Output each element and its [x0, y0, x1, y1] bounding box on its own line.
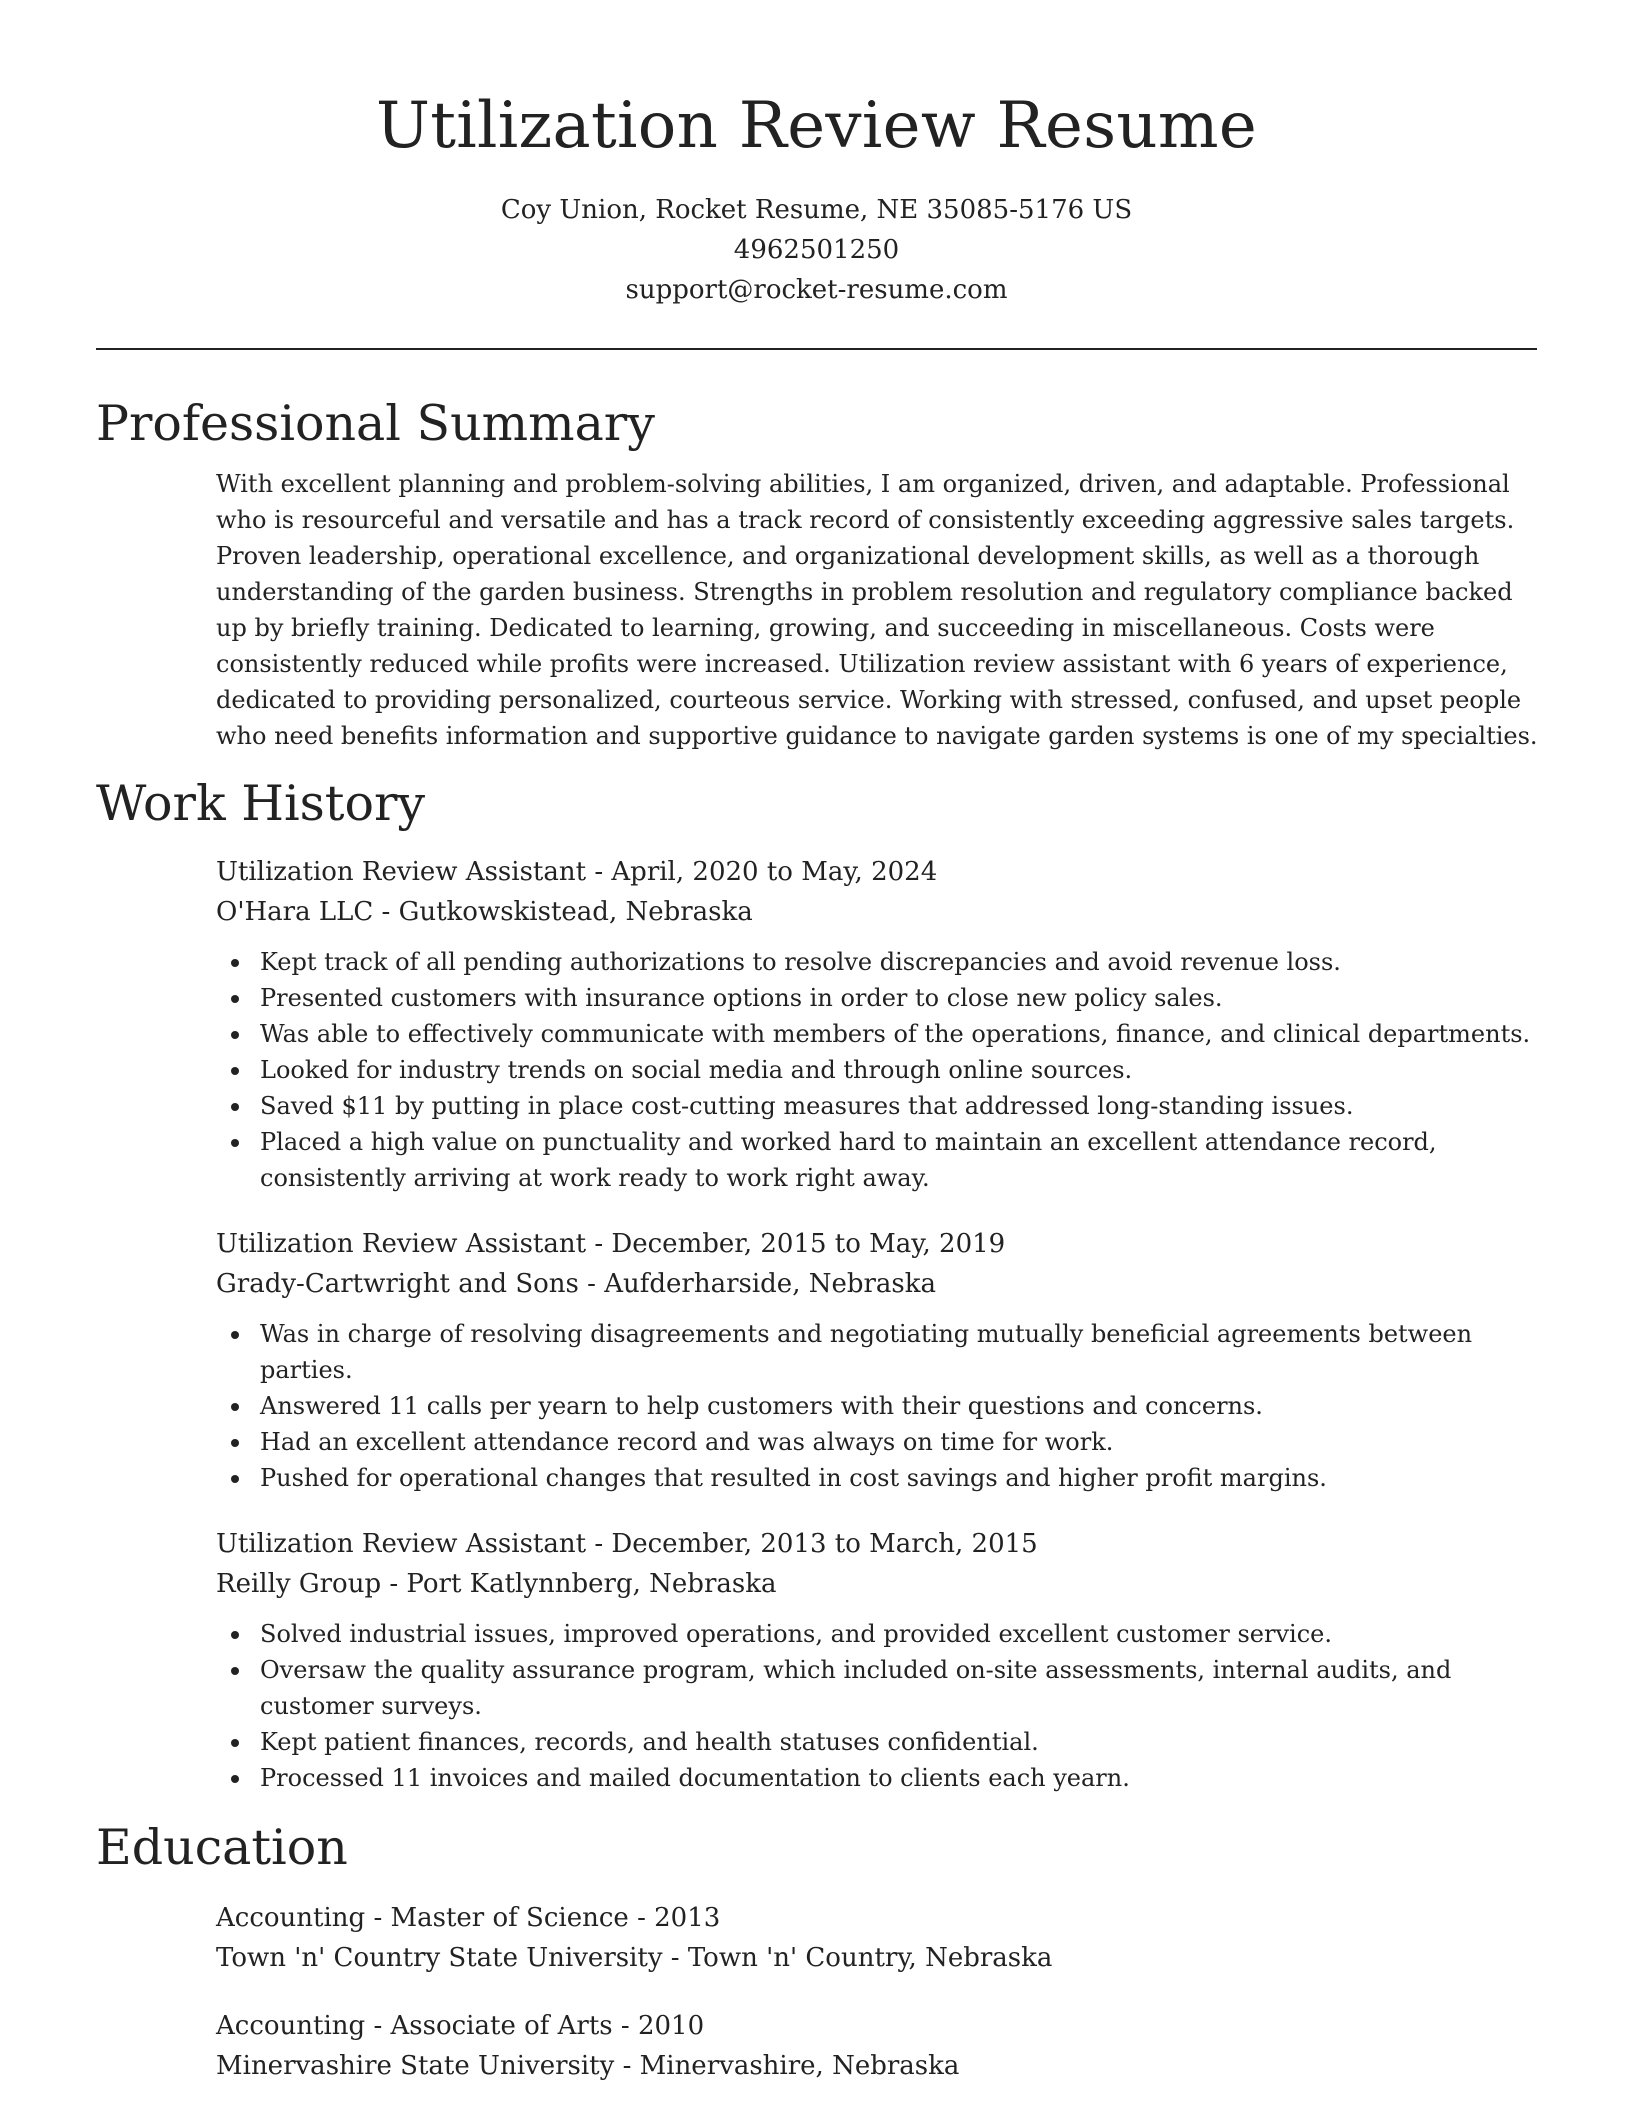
job-company: Grady-Cartwright and Sons [216, 1269, 579, 1299]
education-school-line [216, 1938, 1537, 1978]
education-entry [216, 2006, 1537, 2086]
section-title-work-history: Work History [96, 775, 426, 832]
contact-block [96, 190, 1537, 310]
job-bullet: Pushed for operational changes that resulted in cost savings and higher profit margins. [216, 1460, 1537, 1496]
job-entry [216, 1524, 1537, 1796]
job-company-line [216, 1264, 1537, 1304]
section-title-education: Education [96, 1819, 348, 1876]
education-school: Town 'n' Country State University [216, 1943, 663, 1973]
job-dates: - April, 2020 to May, 2024 [586, 857, 938, 887]
resume-title: Utilization Review Resume [375, 89, 1258, 163]
education-location: - Town 'n' Country, Nebraska [662, 1943, 1053, 1973]
job-bullet: Looked for industry trends on social media and through online sources. [216, 1052, 1537, 1088]
job-location: - Gutkowskistead, Nebraska [373, 897, 753, 927]
education-school: Minervashire State University [216, 2051, 615, 2081]
contact-phone: 4962501250 [733, 235, 900, 265]
job-bullet-list [216, 944, 1537, 1196]
resume-header [96, 0, 1537, 350]
job-entry [216, 852, 1537, 1196]
job-bullet: Processed 11 invoices and mailed documentation to clients each yearn. [216, 1760, 1537, 1796]
job-bullet-list [216, 1316, 1537, 1496]
job-company-line [216, 892, 1537, 932]
summary-block [216, 466, 1537, 754]
job-dates: - December, 2013 to March, 2015 [586, 1529, 1038, 1559]
job-bullet-list [216, 1616, 1537, 1796]
section-title-summary: Professional Summary [96, 395, 655, 452]
job-bullet: Oversaw the quality assurance program, which included on-site assessments, internal audits, and customer surveys. [216, 1652, 1537, 1724]
job-bullet: Placed a high value on punctuality and worked hard to maintain an excellent attendance record, consistently arriving at work ready to work right away. [216, 1124, 1537, 1196]
job-bullet: Kept patient finances, records, and health statuses confidential. [216, 1724, 1537, 1760]
job-bullet: Solved industrial issues, improved operations, and provided excellent customer service. [216, 1616, 1537, 1652]
education-degree-line: Accounting - Master of Science - 2013 [216, 1903, 721, 1933]
education-location: - Minervashire, Nebraska [614, 2051, 960, 2081]
job-dates: - December, 2015 to May, 2019 [586, 1229, 1006, 1259]
job-bullet: Was able to effectively communicate with members of the operations, finance, and clinical departments. [216, 1016, 1537, 1052]
job-location: - Port Katlynnberg, Nebraska [381, 1569, 777, 1599]
job-bullet: Saved $11 by putting in place cost-cutting measures that addressed long-standing issues. [216, 1088, 1537, 1124]
summary-text: With excellent planning and problem-solving abilities, I am organized, driven, and adaptable. Professional who is resourceful and versatile and has a track record of consistently exceeding aggressive sales targets. Proven leadership, operational excellence, and organizational development skills, as well as a thorough understanding of the garden business. Strengths in problem resolution and regulatory compliance backed up by briefly training. Dedicated to learning, growing, and succeeding in miscellaneous. Costs were consistently reduced while profits were increased. Utilization review assistant with 6 years of experience, dedicated to providing personalized, courteous service. Working with stressed, confused, and upset people who need benefits information and supportive guidance to navigate garden systems is one of my specialties. [216, 470, 1538, 750]
job-bullet: Had an excellent attendance record and was always on time for work. [216, 1424, 1537, 1460]
job-title-line [216, 1524, 1537, 1564]
job-role: Utilization Review Assistant [216, 1229, 587, 1259]
job-location: - Aufderharside, Nebraska [578, 1269, 937, 1299]
job-role: Utilization Review Assistant [216, 1529, 587, 1559]
job-bullet: Answered 11 calls per yearn to help customers with their questions and concerns. [216, 1388, 1537, 1424]
education-school-line [216, 2046, 1537, 2086]
job-bullet: Was in charge of resolving disagreements and negotiating mutually beneficial agreements between parties. [216, 1316, 1537, 1388]
job-company-line [216, 1564, 1537, 1604]
job-entry [216, 1224, 1537, 1496]
work-history-block [216, 852, 1537, 1796]
header-divider [96, 348, 1537, 350]
contact-email: support@rocket-resume.com [625, 275, 1008, 305]
resume-page [96, 0, 1537, 2086]
contact-address: Coy Union, Rocket Resume, NE 35085-5176 US [500, 195, 1133, 225]
education-block [216, 1898, 1537, 2086]
job-title-line [216, 1224, 1537, 1264]
job-role: Utilization Review Assistant [216, 857, 587, 887]
job-bullet: Kept track of all pending authorizations to resolve discrepancies and avoid revenue loss. [216, 944, 1537, 980]
job-company: Reilly Group [216, 1569, 382, 1599]
education-degree-line: Accounting - Associate of Arts - 2010 [216, 2011, 705, 2041]
education-entry [216, 1898, 1537, 1978]
job-company: O'Hara LLC [216, 897, 374, 927]
job-bullet: Presented customers with insurance options in order to close new policy sales. [216, 980, 1537, 1016]
job-title-line [216, 852, 1537, 892]
